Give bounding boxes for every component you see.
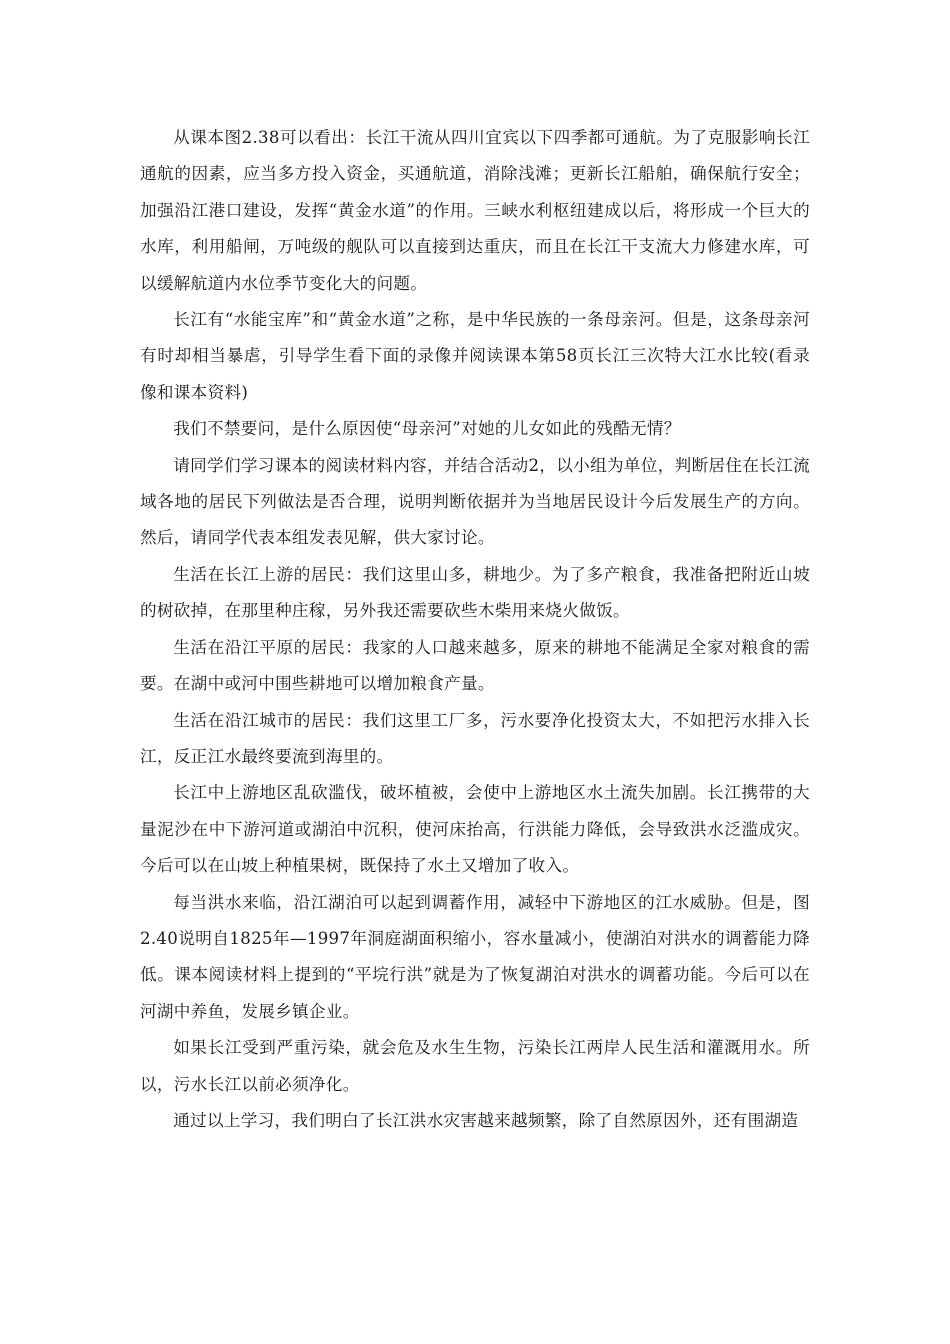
paragraph-mother-river: 长江有“水能宝库”和“黄金水道”之称，是中华民族的一条母亲河。但是，这条母亲河有时却相当暴虐，引导学生看下面的录像并阅读课本第58页长江三次特大江水比较(看录像和课本资料): [140, 310, 810, 402]
paragraph-city-resident: 生活在沿江城市的居民：我们这里工厂多，污水要净化投资太大，不如把污水排入长江，反正江水最终要流到海里的。: [140, 710, 810, 766]
paragraph-plain-resident: 生活在沿江平原的居民：我家的人口越来越多，原来的耕地不能满足全家对粮食的需要。在湖中或河中围些耕地可以增加粮食产量。: [140, 637, 810, 694]
paragraph-conclusion: 通过以上学习，我们明白了长江洪水灾害越来越频繁，除了自然原因外，还有围湖造: [173, 1110, 799, 1130]
paragraph-lakes: 每当洪水来临，沿江湖泊可以起到调蓄作用，减轻中下游地区的江水威胁。但是，图2.40说明自1825年—1997年洞庭湖面积缩小，容水量减小，使湖泊对洪水的调蓄能力降低。课本阅读材料上提到的“平垸行洪”就是为了恢复湖泊对洪水的调蓄功能。今后可以在河湖中养鱼，发展乡镇企业。: [140, 892, 810, 1021]
paragraph-deforestation: 长江中上游地区乱砍滥伐，破坏植被，会使中上游地区水土流失加剧。长江携带的大量泥沙在中下游河道或湖泊中沉积，使河床抬高，行洪能力降低，会导致洪水泛滥成灾。今后可以在山坡上种植果树，既保持了水土又增加了收入。: [140, 783, 810, 876]
paragraph-navigation: 从课本图2.38可以看出：长江干流从四川宜宾以下四季都可通航。为了克服影响长江通航的因素，应当多方投入资金，买通航道，消除浅滩；更新长江船舶，确保航行安全；加强沿江港口建设，发挥“黄金水道”的作用。三峡水利枢纽建成以后，将形成一个巨大的水库，利用船闸，万吨级的舰队可以直接到达重庆，而且在长江干支流大力修建水库，可以缓解航道内水位季节变化大的问题。: [140, 128, 810, 293]
paragraph-upstream-resident: 生活在长江上游的居民：我们这里山多，耕地少。为了多产粮食，我准备把附近山坡的树砍掉，在那里种庄稼，另外我还需要砍些木柴用来烧火做饭。: [140, 564, 810, 621]
paragraph-question: 我们不禁要问，是什么原因使“母亲河”对她的儿女如此的残酷无情？: [173, 419, 681, 439]
document-body: [140, 120, 810, 1139]
paragraph-pollution: 如果长江受到严重污染，就会危及水生生物，污染长江两岸人民生活和灌溉用水。所以，污水长江以前必须净化。: [140, 1038, 810, 1094]
paragraph-activity: 请同学们学习课本的阅读材料内容，并结合活动2，以小组为单位，判断居住在长江流域各地的居民下列做法是否合理，说明判断依据并为当地居民设计今后发展生产的方向。然后，请同学代表本组发表见解，供大家讨论。: [140, 455, 810, 548]
